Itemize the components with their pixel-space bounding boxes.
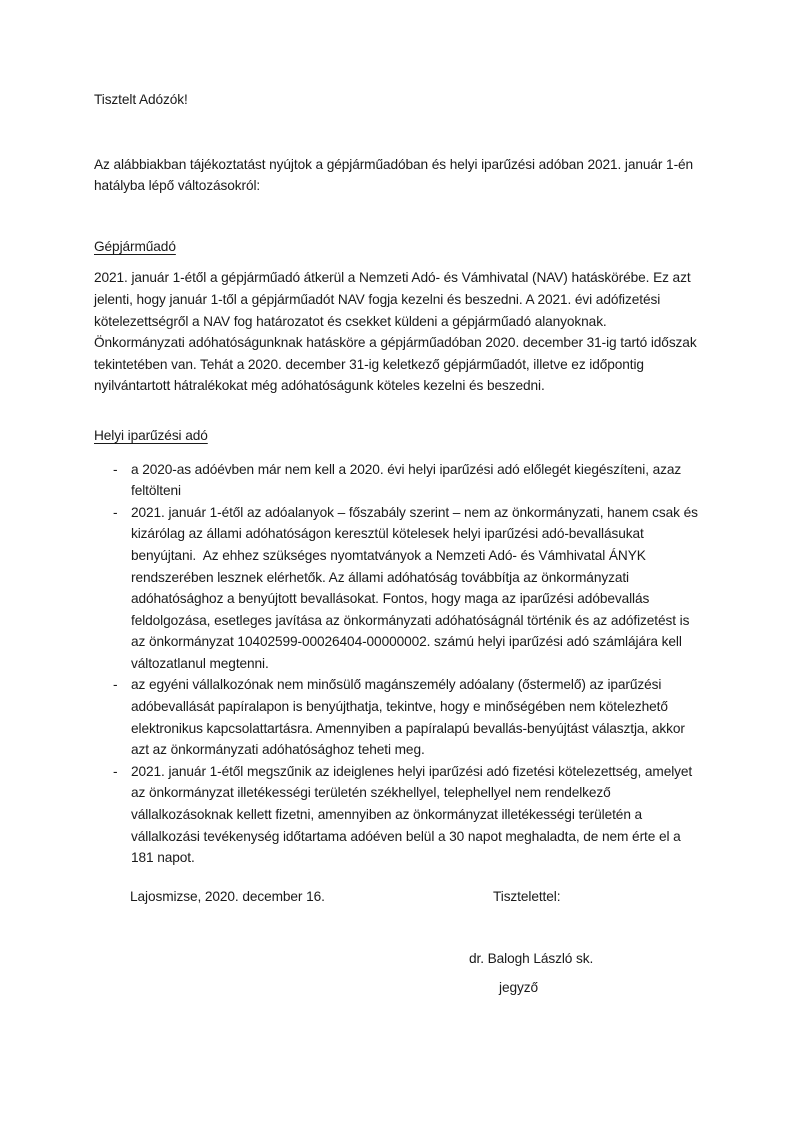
closing-place-date: Lajosmizse, 2020. december 16. <box>130 889 325 904</box>
bullet-item-temporary-tax-abolished <box>94 761 701 869</box>
bullet-text: 2021. január 1-étől az adóalanyok – főszabály szerint – nem az önkormányzati, hanem csak és kizárólag az állami adóhatóságon keresztül kötelesek helyi iparűzési adó-bevallásukat benyújtani. Az ehhez szükséges nyomtatványok a Nemzeti Adó- és Vámhivatal ÁNYK rendszerében lesznek elérhetők. Az állami adóhatóság továbbítja az önkormányzati adóhatósághoz a benyújtott bevallásokat. Fontos, hogy maga az iparűzési adóbevallás feldolgozása, esetleges javítása az önkormányzati adóhatóságnál történik és az adófizetést is az önkormányzat 10402599-00026404-00000002. számú helyi iparűzési adó számlájára kell változatlanul megtenni. <box>131 504 702 671</box>
bullet-marker: - <box>113 461 118 477</box>
bullet-text: az egyéni vállalkozónak nem minősülő magánszemély adóalany (őstermelő) az iparűzési adóbevallását papíralapon is benyújthatja, tekintve, hogy e minőségében nem kötelezhető elektronikus kapcsolattartásra. Amennyiben a papíralapú bevallás-benyújtást választja, akkor azt az önkormányzati adóhatósághoz teheti meg. <box>131 677 689 758</box>
section-heading-local-business-tax: Helyi iparűzési adó <box>94 427 208 443</box>
bullet-text: 2021. január 1-étől megszűnik az ideiglenes helyi iparűzési adó fizetési kötelezettség, amelyet az önkormányzat illetékességi területén székhellyel, telephellyel nem rendelkező vállalkozásoknak kellett fizetni, amennyiben az önkormányzat illetékességi területén a vállalkozási tevékenység időtartama adóéven belül a 30 napot meghaladta, de nem érte el a 181 napot. <box>131 763 696 866</box>
bullet-marker: - <box>113 677 118 693</box>
signer-name: dr. Balogh László sk. <box>469 951 594 966</box>
intro-paragraph: Az alábbiakban tájékoztatást nyújtok a gépjárműadóban és helyi iparűzési adóban 2021. január 1-én hatályba lépő változásokról: <box>94 156 697 194</box>
bullet-marker: - <box>113 504 118 520</box>
bullet-marker: - <box>113 763 118 779</box>
salutation: Tisztelt Adózók! <box>94 92 188 107</box>
closing-regards: Tisztelettel: <box>493 889 561 904</box>
bullet-text: a 2020-as adóévben már nem kell a 2020. évi helyi iparűzési adó előlegét kiegészíteni, azaz feltölteni <box>131 461 685 499</box>
bullet-item-paper-filing <box>94 674 701 760</box>
signer-title: jegyző <box>499 980 538 995</box>
bullet-item-state-tax-authority-filing <box>94 502 701 675</box>
bullet-item-advance-topup <box>94 459 701 502</box>
section-heading-vehicle-tax: Gépjárműadó <box>94 238 176 254</box>
vehicle-tax-paragraph: 2021. január 1-étől a gépjárműadó átkerül a Nemzeti Adó- és Vámhivatal (NAV) hatáskörébe. Ez azt jelenti, hogy január 1-től a gépjárműadót NAV fogja kezelni és beszedni. A 2021. évi adófizetési kötelezettségről a NAV fog határozatot és csekket küldeni a gépjárműadó alanyoknak. Önkormányzati adóhatóságunknak hatásköre a gépjárműadóban 2020. december 31-ig tartó időszak tekintetében van. Tehát a 2020. december 31-ig keletkező gépjárműadót, illetve ez időpontig nyilvántartott hátralékokat még adóhatóságunk köteles kezelni és beszedni. <box>94 270 701 394</box>
local-business-tax-bullet-list <box>94 459 701 869</box>
